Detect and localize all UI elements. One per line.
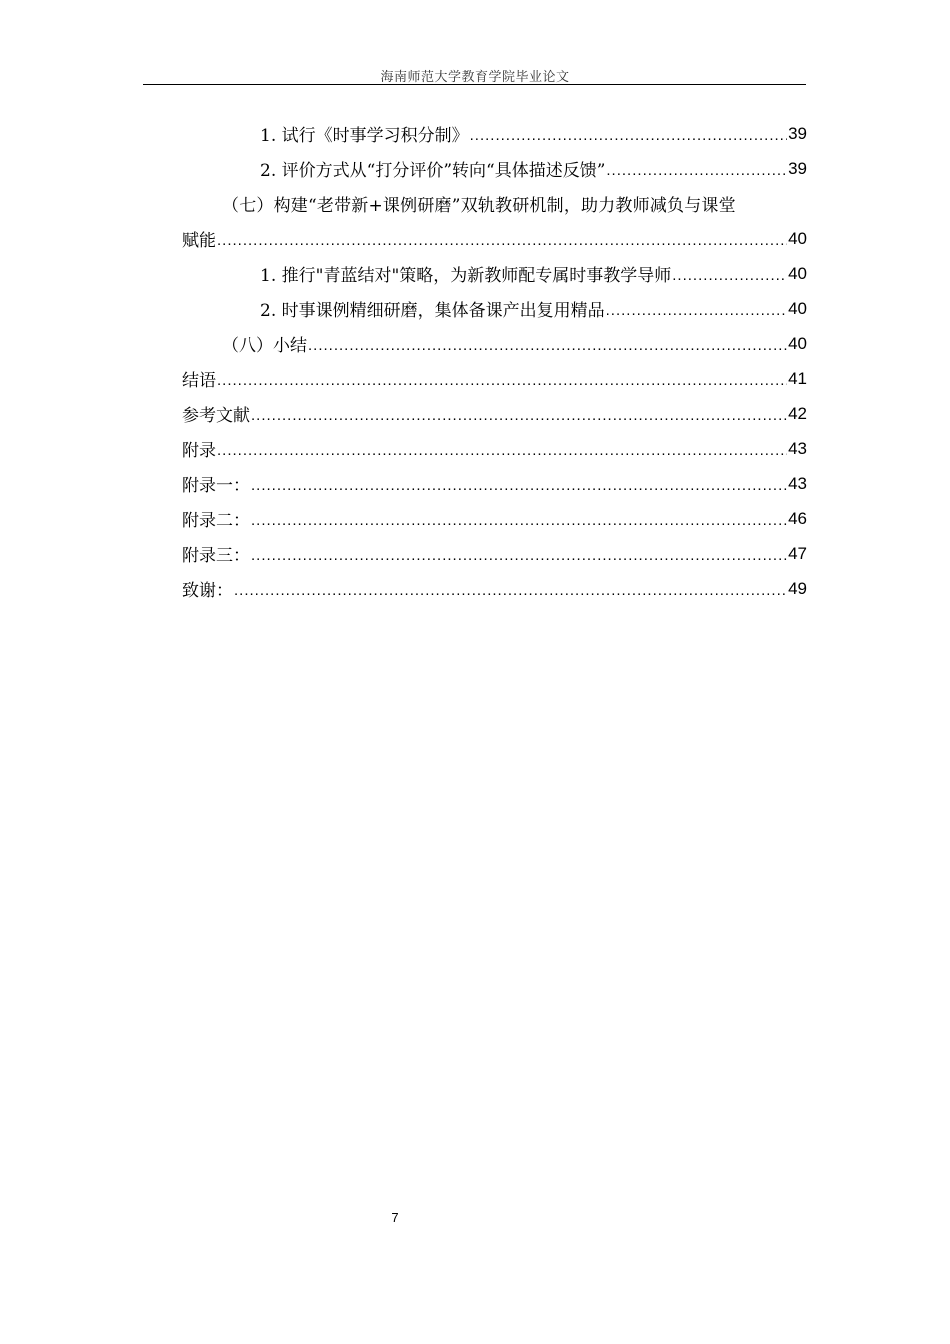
dot-leader bbox=[217, 372, 787, 389]
toc-entry bbox=[182, 221, 807, 256]
toc-entry bbox=[182, 536, 807, 571]
toc-entry-title: 致谢： bbox=[182, 581, 233, 601]
toc-entry-title: 附录一： bbox=[182, 476, 250, 496]
dot-leader bbox=[251, 547, 787, 564]
toc-entry-title: 附录三： bbox=[182, 546, 250, 566]
toc-entry-title-continued: 赋能 bbox=[182, 231, 216, 251]
toc-entry bbox=[182, 396, 807, 431]
toc-entry-title: 1. 推行"青蓝结对"策略，为新教师配专属时事教学导师 bbox=[260, 266, 672, 286]
toc-entry-page: 43 bbox=[788, 438, 807, 458]
toc-entry-title: 1. 试行《时事学习积分制》 bbox=[260, 126, 469, 146]
toc-entry bbox=[182, 116, 807, 151]
toc-entry bbox=[182, 291, 807, 326]
toc-entry-title: 附录 bbox=[182, 441, 216, 461]
toc-entry-page: 40 bbox=[788, 333, 807, 353]
toc-entry bbox=[182, 571, 807, 606]
toc-entry-page: 39 bbox=[788, 123, 807, 143]
toc-entry-title: 参考文献 bbox=[182, 406, 250, 426]
page-number: 7 bbox=[391, 1210, 399, 1225]
dot-leader bbox=[672, 267, 787, 284]
toc-entry bbox=[182, 501, 807, 536]
toc-entry bbox=[182, 466, 807, 501]
toc-entry-title: 2. 时事课例精细研磨，集体备课产出复用精品 bbox=[260, 301, 605, 321]
toc-entry-page: 40 bbox=[788, 228, 807, 248]
toc-entry-page: 46 bbox=[788, 508, 807, 528]
dot-leader bbox=[251, 407, 787, 424]
dot-leader bbox=[234, 582, 787, 599]
dot-leader bbox=[217, 232, 787, 249]
toc-entry bbox=[182, 326, 807, 361]
dot-leader bbox=[251, 512, 787, 529]
toc-entry-page: 47 bbox=[788, 543, 807, 563]
toc-entry-page: 39 bbox=[788, 158, 807, 178]
toc-entry-title: （七）构建“老带新+课例研磨”双轨教研机制，助力教师减负与课堂 bbox=[222, 196, 736, 216]
toc-entry-page: 42 bbox=[788, 403, 807, 423]
toc-entry-page: 41 bbox=[788, 368, 807, 388]
dot-leader bbox=[217, 442, 787, 459]
toc-entry bbox=[182, 151, 807, 186]
toc-entry-page: 49 bbox=[788, 578, 807, 598]
toc-entry-title: （八）小结 bbox=[222, 336, 307, 356]
dot-leader bbox=[606, 302, 787, 319]
toc-entry-page: 40 bbox=[788, 263, 807, 283]
dot-leader bbox=[606, 162, 787, 179]
toc-entry-title: 结语 bbox=[182, 371, 216, 391]
dot-leader bbox=[470, 127, 787, 144]
toc-entry-title: 2. 评价方式从“打分评价”转向“具体描述反馈” bbox=[260, 161, 606, 181]
toc-entry bbox=[182, 256, 807, 291]
dot-leader bbox=[251, 477, 787, 494]
dot-leader bbox=[308, 337, 787, 354]
toc-entry-page: 43 bbox=[788, 473, 807, 493]
table-of-contents bbox=[182, 116, 807, 606]
toc-entry bbox=[182, 431, 807, 466]
toc-entry-page: 40 bbox=[788, 298, 807, 318]
toc-entry-title: 附录二： bbox=[182, 511, 250, 531]
toc-entry bbox=[182, 361, 807, 396]
toc-entry-wrapped-line bbox=[182, 186, 807, 221]
running-header: 海南师范大学教育学院毕业论文 bbox=[380, 70, 570, 85]
header-rule bbox=[143, 84, 806, 85]
